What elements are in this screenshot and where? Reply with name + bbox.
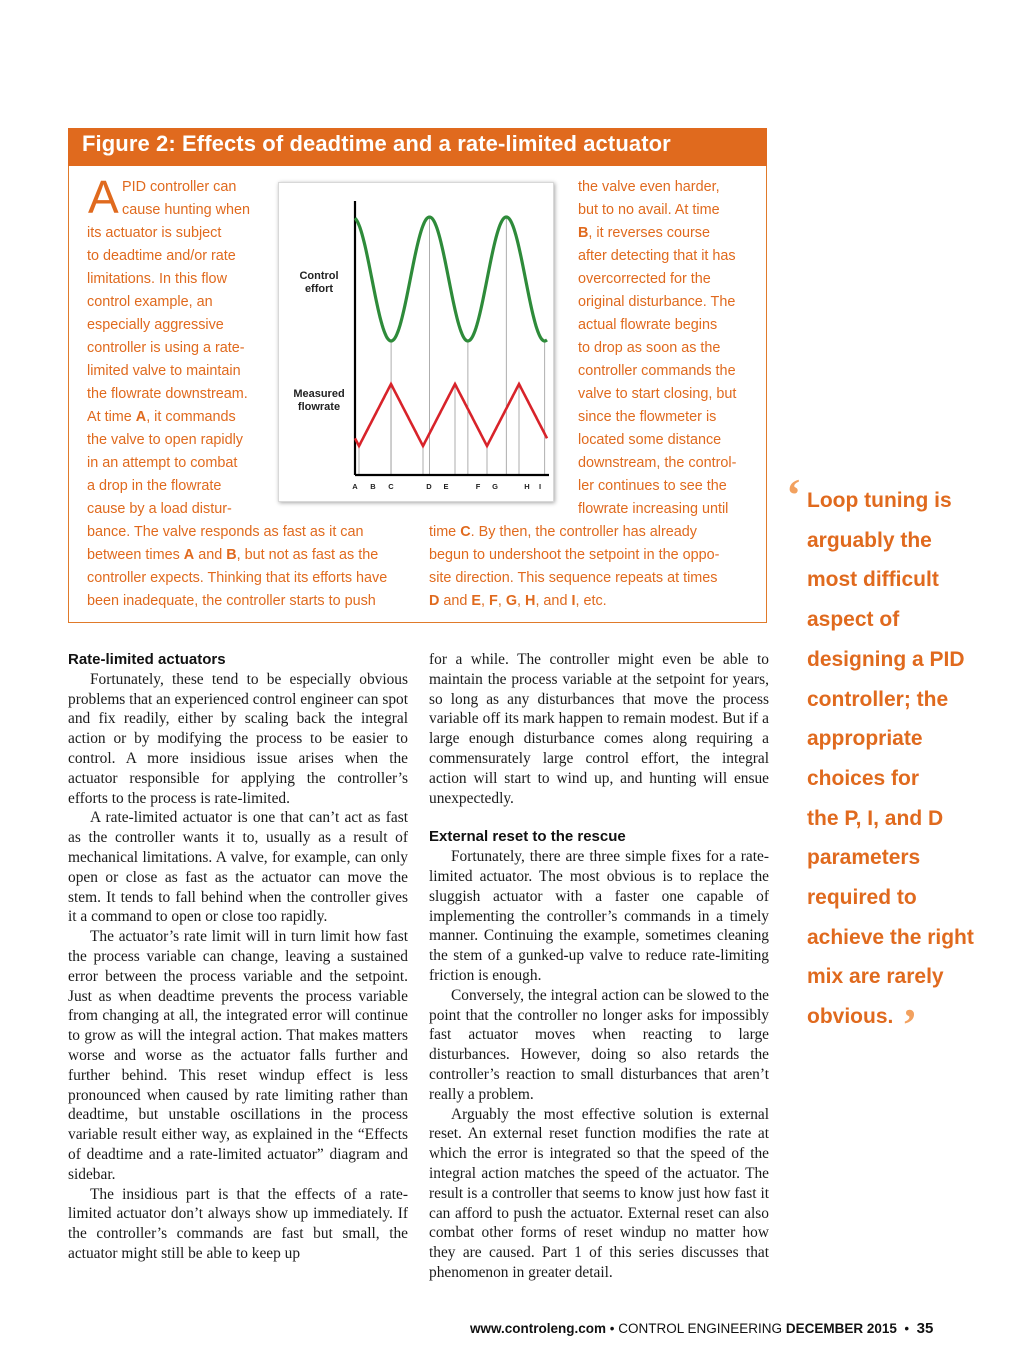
caption-line: cause by a load distur- xyxy=(87,501,232,517)
open-quote-mark: ‘ xyxy=(786,469,802,520)
pull-quote-line: parameters xyxy=(807,846,921,870)
caption-line: in an attempt to combat xyxy=(87,455,238,471)
series-label: effort xyxy=(304,283,334,295)
caption-line: but to no avail. At time xyxy=(578,202,720,218)
caption-line: especially aggressive xyxy=(87,317,224,333)
caption-bottom-left xyxy=(87,521,417,613)
footer-magazine: CONTROL ENGINEERING xyxy=(618,1321,783,1336)
time-marker-label: I xyxy=(538,482,542,491)
time-marker-ref: D xyxy=(429,593,440,609)
caption-line: controller is using a rate- xyxy=(87,340,245,356)
footer-bullet: • xyxy=(904,1321,910,1336)
pull-quote xyxy=(807,481,1007,1037)
time-marker-label: E xyxy=(443,482,449,491)
time-marker-ref: I xyxy=(571,593,576,609)
series-label: flowrate xyxy=(297,401,341,413)
pull-quote-line: mix are rarely xyxy=(807,965,944,989)
paragraph: The insidious part is that the effects of a rate-limited actuator don’t always show up immediately. If the controller’s commands are fast but small, the actuator might still be able to keep up xyxy=(68,1185,408,1262)
footer-url: www.controleng.com xyxy=(470,1321,607,1336)
time-marker-ref: B xyxy=(578,225,589,241)
paragraph-continuation: for a while. The controller might even be able to maintain the process variable at the setpoint for years, so long as any disturbances that move the process variable off its mark happen to remain modest. But if a large enough disturbance comes along requiring a commensurately large control effort, the integral action will start to wind up, and hunting will ensue unexpectedly. xyxy=(429,651,769,807)
pull-quote-line: choices for xyxy=(807,766,920,790)
caption-line: begun to undershoot the setpoint in the oppo- xyxy=(429,547,720,563)
time-marker-label: B xyxy=(370,482,376,491)
caption-line: time C. By then, the controller has already xyxy=(429,524,697,540)
caption-line: been inadequate, the controller starts to push xyxy=(87,593,376,609)
time-marker-ref: F xyxy=(489,593,498,609)
caption-line: controller commands the xyxy=(578,363,736,379)
caption-line: B, it reverses course xyxy=(578,225,710,241)
pull-quote-line: required to xyxy=(807,886,917,910)
time-marker-ref: E xyxy=(471,593,482,609)
paragraph: Fortunately, these tend to be especially obvious problems that an experienced control engineer can spot and fix readily, either by scaling back the integral action or by modifying the process to be easier to control. A more insidious issue arises when the actuator responsible for applying the controller’s efforts to the process is rate-limited. xyxy=(68,670,408,807)
caption-line: limitations. In this flow xyxy=(87,271,227,287)
caption-line: cause hunting when xyxy=(122,202,251,218)
time-marker-ref: C xyxy=(460,524,471,540)
caption-line: PID controller can xyxy=(122,179,237,195)
caption-line: the valve to open rapidly xyxy=(87,432,243,448)
pull-quote-line: aspect of xyxy=(807,608,900,632)
caption-line: the valve even harder, xyxy=(578,179,720,195)
caption-line: ler continues to see the xyxy=(578,478,727,494)
pull-quote-line: achieve the right xyxy=(807,925,974,949)
time-marker-label: F xyxy=(475,482,481,491)
footer-issue: DECEMBER 2015 xyxy=(785,1321,897,1336)
figure-title: Figure 2: Effects of deadtime and a rate-limited actuator xyxy=(82,131,671,156)
caption-line: flowrate increasing until xyxy=(578,501,729,517)
deadtime-chart xyxy=(279,183,553,501)
caption-line: a drop in the flowrate xyxy=(87,478,222,494)
time-marker-ref: B xyxy=(226,547,237,563)
pull-quote-line: designing a PID xyxy=(807,647,965,671)
pull-quote-line: the P, I, and D xyxy=(807,806,944,830)
caption-line: limited valve to maintain xyxy=(87,363,241,379)
time-marker-label: D xyxy=(426,482,432,491)
pull-quote-line: Loop tuning is xyxy=(807,489,952,512)
paragraph: The actuator’s rate limit will in turn limit how fast the process variable can change, leaving a sustained error between the process variable and the setpoint. Just as when deadtime prevents the process variable from changing at all, the integrated error will continue to grow as will the integral action. That makes matters worse and worse as the actuator falls further and further behind. This reset windup effect is less pronounced when caused by rate limiting rather than deadtime, but unstable oscillations in the process variable result either way, as explained in the “Effects of deadtime and a rate-limited actuator” diagram and sidebar. xyxy=(68,928,408,1183)
caption-line: located some distance xyxy=(578,432,722,448)
paragraph: Conversely, the integral action can be slowed to the point that the controller no longer asks for impossibly fast actuator moves when reacting to large disturbances. However, doing so also retards the controller’s reaction to small disturbances that aren’t really a problem. xyxy=(429,986,769,1103)
caption-bottom-right xyxy=(429,521,759,613)
pull-quote-line: controller; the xyxy=(807,687,949,711)
pull-quote-line: arguably the xyxy=(807,528,932,552)
caption-left-column xyxy=(87,171,277,521)
footer-bullet: • xyxy=(609,1321,615,1336)
time-marker-ref: A xyxy=(135,409,147,425)
caption-line: overcorrected for the xyxy=(578,271,711,287)
caption-line: valve to start closing, but xyxy=(578,386,737,402)
body-column-2 xyxy=(429,650,769,1283)
caption-line: original disturbance. The xyxy=(578,294,736,310)
caption-line: site direction. This sequence repeats at times xyxy=(429,570,718,586)
chart-panel xyxy=(278,182,554,502)
caption-line: to drop as soon as the xyxy=(578,340,721,356)
drop-cap: A xyxy=(88,171,119,223)
caption-right-column xyxy=(578,176,763,521)
caption-line: to deadtime and/or rate xyxy=(87,248,236,264)
body-column-1 xyxy=(68,650,408,1264)
control-effort-line xyxy=(355,217,547,341)
section-heading: External reset to the rescue xyxy=(429,828,626,846)
time-marker-ref: G xyxy=(505,593,518,609)
caption-line: control example, an xyxy=(87,294,213,310)
time-marker-label: G xyxy=(492,482,498,491)
caption-line: controller expects. Thinking that its efforts have xyxy=(87,570,388,586)
paragraph: Arguably the most effective solution is external reset. An external reset function modifies the rate at which the error is integrated so that the speed of the integral action matches the speed of the actuator. The result is a controller that seems to know just how fast it can afford to push the actuator. External reset can also combat other forms of reset windup no matter how they are caused. Part 1 of this series discusses that phenomenon in greater detail. xyxy=(429,1105,769,1281)
time-marker-ref: A xyxy=(183,547,195,563)
caption-line: At time A, it commands xyxy=(87,409,236,425)
caption-line: after detecting that it has xyxy=(578,248,736,264)
series-label: Measured xyxy=(293,388,345,400)
series-label: Control xyxy=(299,270,339,282)
caption-line: D and E, F, G, H, and I, etc. xyxy=(429,593,607,609)
caption-line: actual flowrate begins xyxy=(578,317,718,333)
pull-quote-line: most difficult xyxy=(807,568,939,592)
caption-line: between times A and B, but not as fast as the xyxy=(87,547,379,563)
caption-line: its actuator is subject xyxy=(87,225,222,241)
page-number: 35 xyxy=(916,1320,934,1337)
paragraph: A rate-limited actuator is one that can’t act as fast as the controller wants it to, usually as a result of mechanical limitations. A valve, for example, can only open or close as fast as the actuator can move the stem. It tends to fall behind when the controller gives it a command to open or close too rapidly. xyxy=(68,809,408,926)
measured-flowrate-line xyxy=(355,384,547,446)
time-marker-ref: H xyxy=(525,593,536,609)
page-footer xyxy=(470,1320,933,1337)
time-marker-label: C xyxy=(388,482,394,491)
caption-line: bance. The valve responds as fast as it can xyxy=(87,524,364,540)
caption-line: the flowrate downstream. xyxy=(87,386,248,402)
time-marker-label: A xyxy=(352,482,358,491)
pull-quote-line: obvious. xyxy=(807,1005,894,1029)
caption-line: since the flowmeter is xyxy=(578,409,717,425)
section-heading: Rate-limited actuators xyxy=(68,651,226,668)
close-quote-mark: ’ xyxy=(902,999,918,1050)
pull-quote-line: appropriate xyxy=(807,727,923,751)
paragraph: Fortunately, there are three simple fixes for a rate-limited actuator. The most obvious is to replace the sluggish actuator with a faster one capable of implementing the controller’s commands in a timely manner. Continuing the example, sometimes cleaning the stem of a gunked-up valve to reduce rate-limiting friction is enough. xyxy=(429,848,769,984)
caption-line: downstream, the control- xyxy=(578,455,737,471)
time-marker-label: H xyxy=(524,482,530,491)
